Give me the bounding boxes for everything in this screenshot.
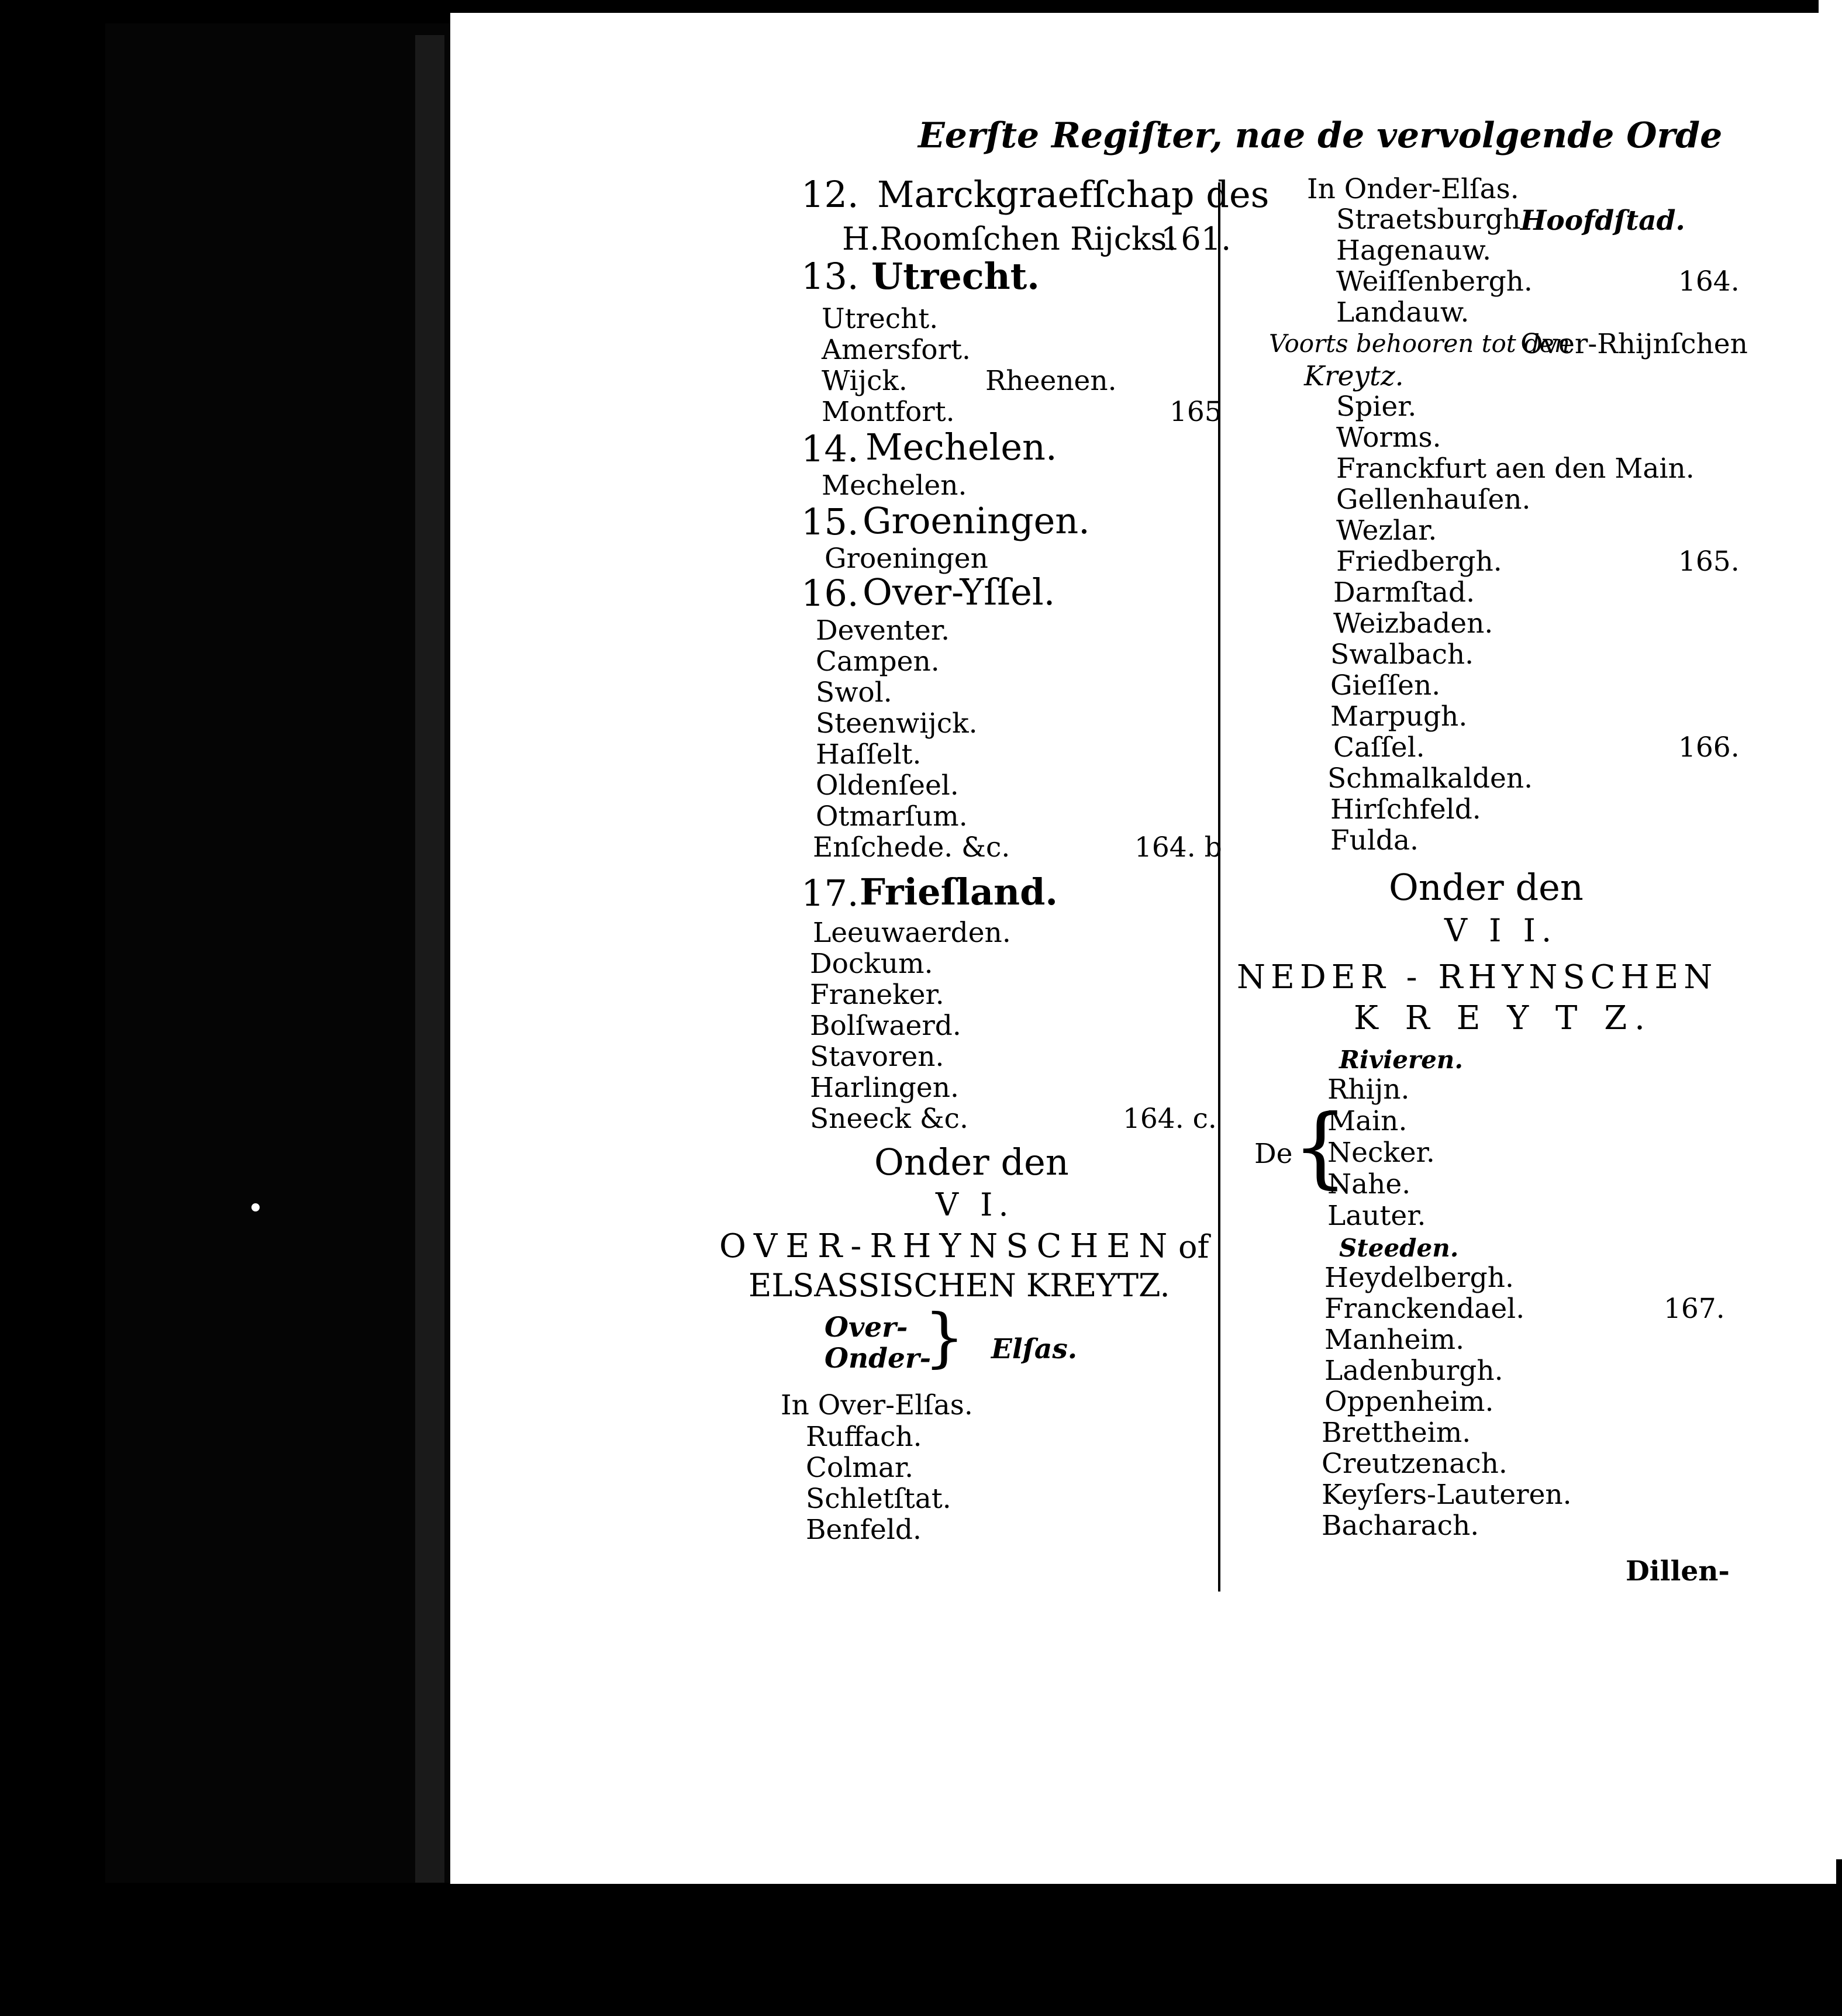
circle-title: ELSASSISCHEN KREYTZ. bbox=[748, 1267, 1170, 1304]
place: Campen. bbox=[816, 645, 940, 678]
place: Straetsburgh. bbox=[1336, 203, 1530, 236]
item-title: Over-Yſſel. bbox=[863, 571, 1055, 613]
river: Main. bbox=[1327, 1105, 1408, 1137]
item-number: 15. bbox=[801, 500, 859, 543]
section-roman: V I I. bbox=[1444, 912, 1558, 949]
subheading: In Onder-Elſas. bbox=[1307, 173, 1519, 205]
item-title: Marckgraefſchap des bbox=[877, 173, 1270, 216]
river: Necker. bbox=[1327, 1137, 1435, 1169]
place: Groeningen bbox=[825, 543, 988, 575]
place: Deventer. bbox=[816, 615, 950, 647]
place: Hagenauw. bbox=[1336, 234, 1492, 267]
place: Marpugh. bbox=[1330, 700, 1468, 733]
hoofdstad-note: Hoofdſtad. bbox=[1520, 205, 1685, 237]
place: Spier. bbox=[1336, 391, 1417, 423]
page-ref: 164. bbox=[1678, 265, 1740, 298]
place: Weizbaden. bbox=[1333, 607, 1493, 640]
place: Fulda. bbox=[1330, 824, 1419, 857]
speck bbox=[251, 1203, 260, 1211]
brace-icon: } bbox=[924, 1300, 965, 1375]
catchword: Dillen- bbox=[1626, 1555, 1730, 1587]
page bbox=[450, 13, 1836, 1884]
de-label: De bbox=[1254, 1138, 1293, 1170]
place: Schletſtat. bbox=[806, 1483, 951, 1515]
place: Otmarſum. bbox=[816, 800, 968, 833]
place: Steenwijck. bbox=[816, 707, 978, 740]
river: Lauter. bbox=[1327, 1200, 1426, 1232]
item-number: 13. bbox=[801, 255, 859, 298]
voorts-roman: Over-Rhijnſchen bbox=[1520, 328, 1748, 360]
place: Colmar. bbox=[806, 1452, 914, 1484]
item-number: 14. bbox=[801, 427, 859, 470]
book-spine bbox=[105, 23, 456, 1883]
place: Mechelen. bbox=[822, 470, 967, 502]
section-onder: Onder den bbox=[1389, 866, 1584, 909]
subheading: Rivieren. bbox=[1339, 1045, 1463, 1074]
voorts-italic: Voorts behooren tot den bbox=[1269, 329, 1570, 358]
place: Utrecht. bbox=[822, 303, 939, 335]
town: Franckendael. bbox=[1324, 1293, 1525, 1325]
town: Brettheim. bbox=[1322, 1417, 1471, 1449]
place: Darmſtad. bbox=[1333, 577, 1475, 609]
place: Swol. bbox=[816, 676, 892, 709]
circle-title: OVER-RHYNSCHEN bbox=[719, 1227, 1176, 1265]
item-number: 16. bbox=[801, 572, 859, 615]
place: Harlingen. bbox=[810, 1072, 959, 1104]
town: Keyſers-Lauteren. bbox=[1322, 1479, 1572, 1511]
place: Swalbach. bbox=[1330, 638, 1474, 671]
place: Franeker. bbox=[810, 979, 944, 1011]
river: Nahe. bbox=[1327, 1168, 1411, 1200]
page-edge bbox=[415, 35, 444, 1883]
item-title: Mechelen. bbox=[865, 426, 1057, 468]
town: Heydelbergh. bbox=[1324, 1262, 1514, 1294]
place: Sneeck &c. bbox=[810, 1103, 968, 1135]
place: Franckfurt aen den Main. bbox=[1336, 453, 1695, 485]
place: Ruffach. bbox=[806, 1421, 922, 1453]
running-header: Eerſte Regiſter, nae de vervolgende Orde bbox=[918, 115, 1723, 156]
page-right-edge bbox=[1819, 0, 1842, 1859]
item-number: 12. bbox=[801, 173, 859, 216]
page-ref: 164. c. bbox=[1123, 1103, 1217, 1135]
subheading: Steeden. bbox=[1339, 1234, 1459, 1262]
place: Caſſel. bbox=[1333, 731, 1425, 764]
brace-icon: { bbox=[1292, 1096, 1348, 1198]
subheading: In Over-Elſas. bbox=[781, 1389, 973, 1421]
section-roman: V I. bbox=[936, 1186, 1015, 1223]
brace-target: Elſas. bbox=[991, 1333, 1078, 1365]
kreytz: Kreytz. bbox=[1304, 360, 1404, 392]
place: Bolſwaerd. bbox=[810, 1010, 961, 1042]
town: Manheim. bbox=[1324, 1324, 1465, 1356]
place: Landauw. bbox=[1336, 296, 1470, 329]
place: Benfeld. bbox=[806, 1514, 922, 1546]
brace-label: Onder- bbox=[825, 1342, 932, 1375]
speck bbox=[468, 872, 476, 881]
circle-title-of: of bbox=[1178, 1228, 1209, 1265]
place: Hirſchfeld. bbox=[1330, 793, 1481, 826]
item-title: Groeningen. bbox=[863, 499, 1090, 542]
place: Amersfort. bbox=[822, 334, 971, 366]
place: Oldenſeel. bbox=[816, 769, 959, 802]
place: Gieſſen. bbox=[1330, 669, 1441, 702]
town: Bacharach. bbox=[1322, 1510, 1479, 1542]
page-ref: 161. bbox=[1161, 220, 1232, 257]
place: Schmalkalden. bbox=[1327, 762, 1533, 795]
item-title: Utrecht. bbox=[871, 255, 1040, 298]
page-ref: 167. bbox=[1664, 1293, 1725, 1325]
place: Dockum. bbox=[810, 948, 933, 980]
place: Friedbergh. bbox=[1336, 546, 1502, 578]
item-number: 17. bbox=[801, 872, 859, 914]
place: Wijck. bbox=[822, 365, 908, 397]
place: Montfort. bbox=[822, 396, 955, 428]
place: Weiſſenbergh. bbox=[1336, 265, 1533, 298]
page-ref: 166. bbox=[1678, 731, 1740, 764]
town: Ladenburgh. bbox=[1324, 1355, 1503, 1387]
column-rule bbox=[1218, 182, 1220, 1592]
page-ref: 164. b bbox=[1134, 831, 1222, 864]
place: Worms. bbox=[1336, 422, 1441, 454]
place: Haſſelt. bbox=[816, 738, 922, 771]
place: Rheenen. bbox=[985, 365, 1117, 397]
item-title: Frieſland. bbox=[860, 871, 1058, 913]
place: Wezlar. bbox=[1336, 515, 1437, 547]
town: Creutzenach. bbox=[1322, 1448, 1508, 1480]
place: Gellenhauſen. bbox=[1336, 484, 1531, 516]
page-ref: 165 bbox=[1170, 396, 1222, 428]
place: Leeuwaerden. bbox=[813, 917, 1011, 949]
item-subtitle: H.Roomſchen Rijcks. bbox=[842, 220, 1177, 257]
place: Stavoren. bbox=[810, 1041, 944, 1073]
page-ref: 165. bbox=[1678, 546, 1740, 578]
circle-title: K R E Y T Z. bbox=[1354, 999, 1653, 1037]
town: Oppenheim. bbox=[1324, 1386, 1494, 1418]
brace-label: Over- bbox=[825, 1311, 908, 1344]
place: Enſchede. &c. bbox=[813, 831, 1010, 864]
section-onder: Onder den bbox=[874, 1141, 1069, 1183]
river: Rhijn. bbox=[1327, 1073, 1410, 1106]
circle-title: NEDER - RHYNSCHEN bbox=[1237, 958, 1718, 996]
